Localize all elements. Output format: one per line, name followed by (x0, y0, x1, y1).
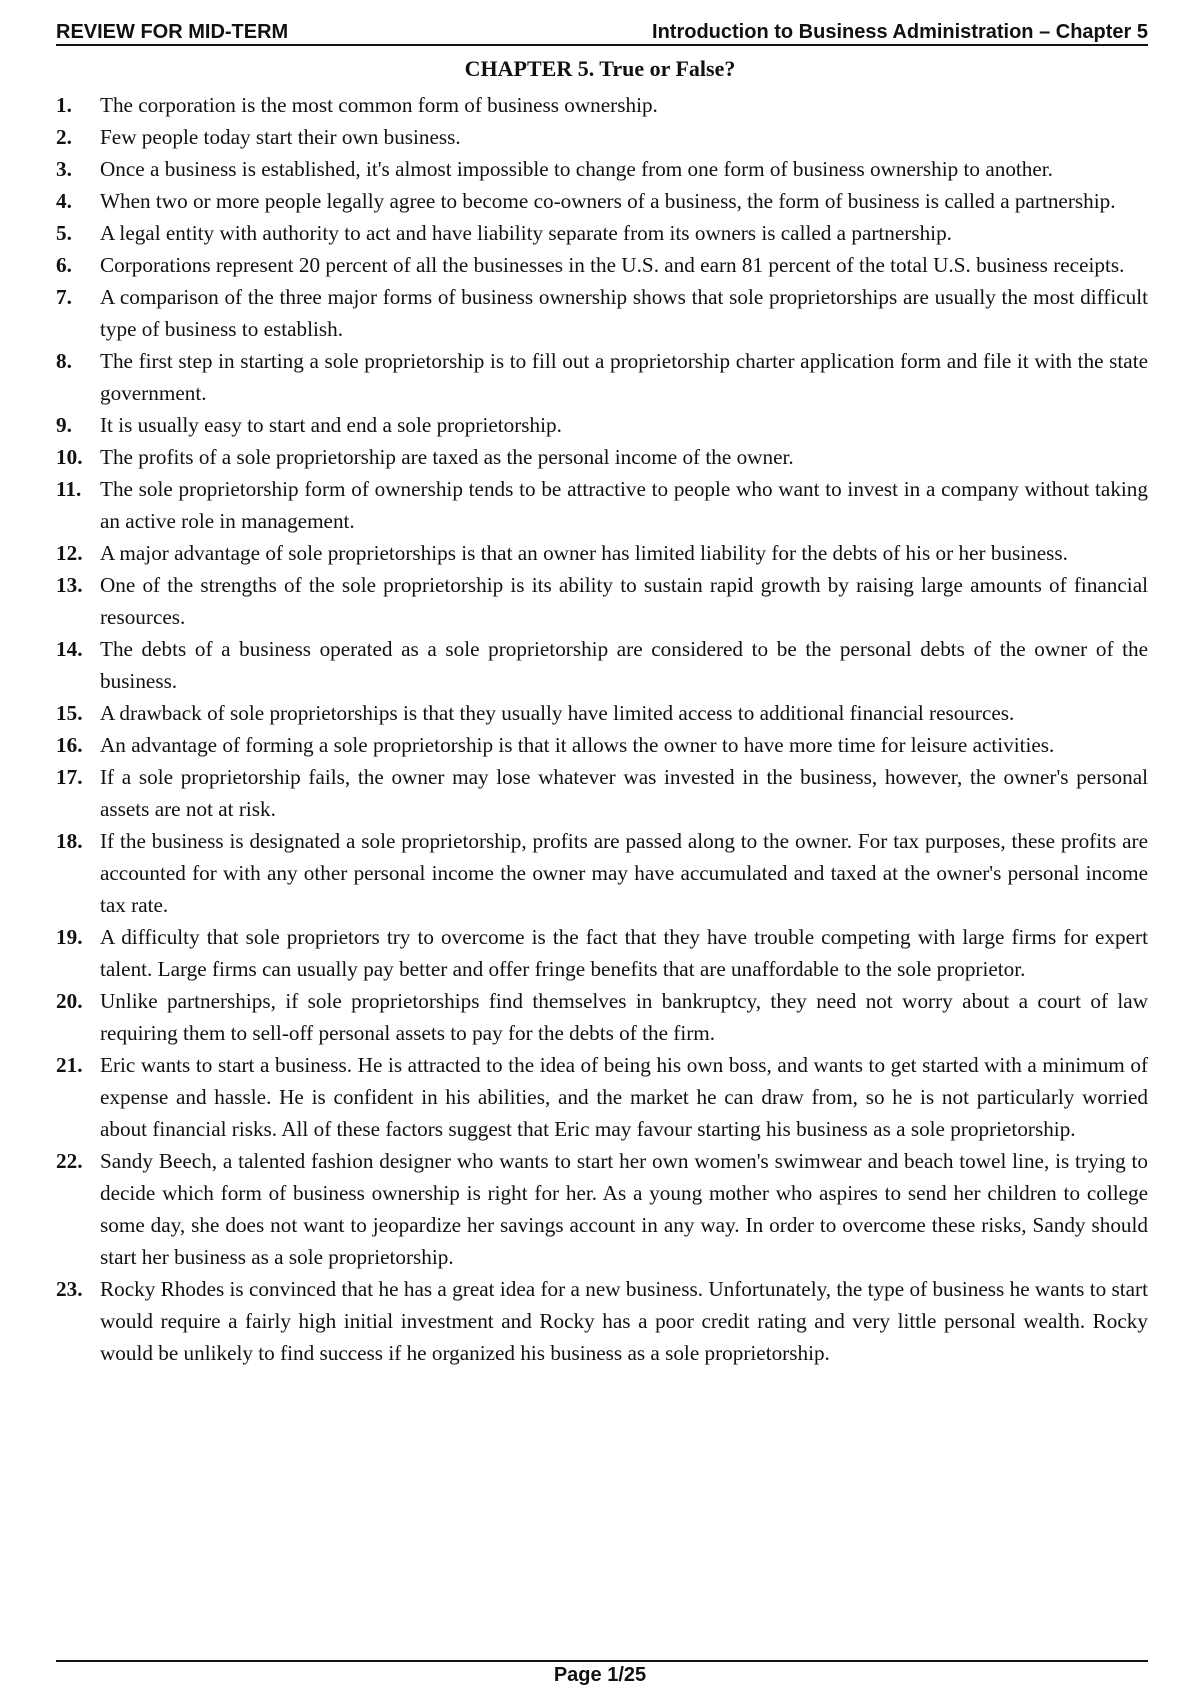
footer-rule (56, 1660, 1148, 1662)
question-item (56, 473, 1148, 537)
question-number: 15. (56, 701, 83, 725)
question-text: Sandy Beech, a talented fashion designer who wants to start her own women's swimwear and beach towel line, is trying to decide which form of business ownership is right for her. As a young mother who aspires to send her children to college some day, she does not want to jeopardize her savings account in any way. In order to overcome these risks, Sandy should start her business as a sole proprietorship. (100, 1149, 1148, 1269)
header-left: REVIEW FOR MID-TERM (56, 21, 289, 43)
question-number: 5. (56, 221, 72, 245)
question-item (56, 409, 1148, 441)
question-text: Once a business is established, it's almost impossible to change from one form of business ownership to another. (100, 157, 1053, 181)
question-number: 13. (56, 573, 83, 597)
header-right: Introduction to Business Administration – Chapter 5 (652, 21, 1148, 43)
question-item (56, 825, 1148, 921)
question-text: A major advantage of sole proprietorships is that an owner has limited liability for the debts of his or her business. (100, 541, 1068, 565)
question-item (56, 633, 1148, 697)
question-item (56, 1049, 1148, 1145)
question-number: 7. (56, 285, 72, 309)
running-header (56, 16, 1148, 44)
question-text: The profits of a sole proprietorship are taxed as the personal income of the owner. (100, 445, 794, 469)
question-text: An advantage of forming a sole proprietorship is that it allows the owner to have more time for leisure activities. (100, 733, 1055, 757)
question-number: 4. (56, 189, 72, 213)
chapter-title: CHAPTER 5. True or False? (464, 56, 736, 81)
question-item (56, 185, 1148, 217)
question-item (56, 761, 1148, 825)
question-number: 20. (56, 989, 83, 1013)
question-number: 10. (56, 445, 83, 469)
question-text: A legal entity with authority to act and have liability separate from its owners is called a partnership. (100, 221, 952, 245)
question-item (56, 569, 1148, 633)
question-text: Few people today start their own business. (100, 125, 461, 149)
question-text: The sole proprietorship form of ownership tends to be attractive to people who want to invest in a company without taking an active role in management. (100, 477, 1148, 533)
question-number: 17. (56, 765, 83, 789)
question-item (56, 249, 1148, 281)
question-number: 1. (56, 93, 72, 117)
question-number: 19. (56, 925, 83, 949)
question-item (56, 121, 1148, 153)
question-text: If a sole proprietorship fails, the owner may lose whatever was invested in the business, however, the owner's personal assets are not at risk. (100, 765, 1148, 821)
question-item (56, 153, 1148, 185)
question-text: If the business is designated a sole proprietorship, profits are passed along to the owner. For tax purposes, these profits are accounted for with any other personal income the owner may have accumulated and taxed at the owner's personal income tax rate. (100, 829, 1148, 917)
question-item (56, 985, 1148, 1049)
question-text: Rocky Rhodes is convinced that he has a great idea for a new business. Unfortunately, the type of business he wants to start would require a fairly high initial investment and Rocky has a poor credit rating and very little personal wealth. Rocky would be unlikely to find success if he organized his business as a sole proprietorship. (100, 1277, 1148, 1365)
question-item (56, 441, 1148, 473)
question-number: 14. (56, 637, 83, 661)
question-number: 11. (56, 477, 82, 501)
question-text: The corporation is the most common form of business ownership. (100, 93, 658, 117)
question-item (56, 1145, 1148, 1273)
question-text: One of the strengths of the sole proprietorship is its ability to sustain rapid growth by raising large amounts of financial resources. (100, 573, 1148, 629)
question-text: The first step in starting a sole proprietorship is to fill out a proprietorship charter application form and file it with the state government. (100, 349, 1148, 405)
page-number: Page 1/25 (553, 1664, 647, 1686)
question-number: 2. (56, 125, 72, 149)
question-item (56, 729, 1148, 761)
question-item (56, 89, 1148, 121)
question-text: The debts of a business operated as a sole proprietorship are considered to be the personal debts of the owner of the business. (100, 637, 1148, 693)
question-text: A drawback of sole proprietorships is that they usually have limited access to additional financial resources. (100, 701, 1015, 725)
question-text: Corporations represent 20 percent of all the businesses in the U.S. and earn 81 percent of the total U.S. business receipts. (100, 253, 1125, 277)
question-text: When two or more people legally agree to become co-owners of a business, the form of business is called a partnership. (100, 189, 1116, 213)
question-item (56, 1273, 1148, 1369)
question-text: It is usually easy to start and end a sole proprietorship. (100, 413, 562, 437)
question-number: 6. (56, 253, 72, 277)
question-item (56, 345, 1148, 409)
question-item (56, 537, 1148, 569)
header-rule (56, 44, 1148, 46)
question-number: 23. (56, 1277, 83, 1301)
question-item (56, 697, 1148, 729)
question-number: 21. (56, 1053, 83, 1077)
question-text: Unlike partnerships, if sole proprietorships find themselves in bankruptcy, they need not worry about a court of law requiring them to sell-off personal assets to pay for the debts of the firm. (100, 989, 1148, 1045)
question-number: 12. (56, 541, 83, 565)
question-item (56, 921, 1148, 985)
question-number: 8. (56, 349, 72, 373)
question-text: Eric wants to start a business. He is attracted to the idea of being his own boss, and wants to get started with a minimum of expense and hassle. He is confident in his abilities, and the market he can draw from, so he is not particularly worried about financial risks. All of these factors suggest that Eric may favour starting his business as a sole proprietorship. (100, 1053, 1148, 1141)
question-text: A difficulty that sole proprietors try to overcome is the fact that they have trouble competing with large firms for expert talent. Large firms can usually pay better and offer fringe benefits that are unaffordable to the sole proprietor. (100, 925, 1148, 981)
question-item (56, 217, 1148, 249)
question-number: 16. (56, 733, 83, 757)
question-number: 9. (56, 413, 72, 437)
question-number: 3. (56, 157, 72, 181)
question-text: A comparison of the three major forms of business ownership shows that sole proprietorships are usually the most difficult type of business to establish. (100, 285, 1148, 341)
question-number: 22. (56, 1149, 83, 1173)
question-number: 18. (56, 829, 83, 853)
question-item (56, 281, 1148, 345)
question-list (56, 89, 1148, 1369)
